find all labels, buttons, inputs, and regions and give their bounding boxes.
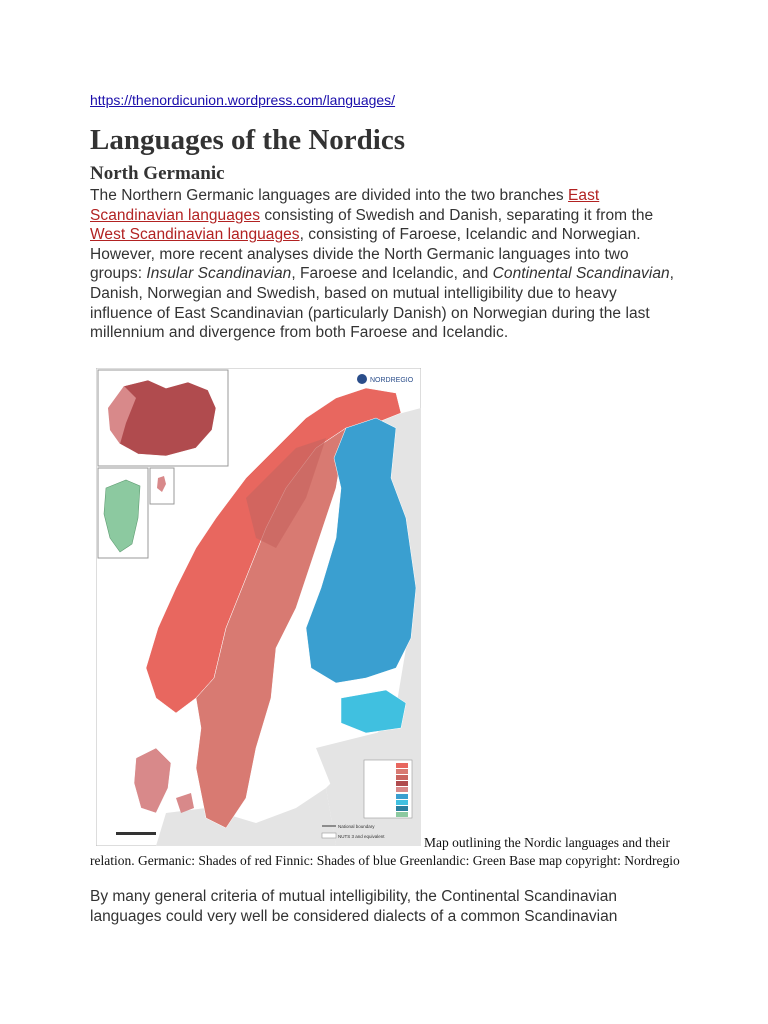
map-caption: Map outlining the Nordic languages and their relation. Germanic: Shades of red Finnic: Shades of blue Greenlandic: Green Base map copyright: Nordregio (90, 835, 680, 868)
nordregio-logo-icon (357, 374, 367, 384)
intro-text-3: , consisting of Faroese, Icelandic and Norwegian. However, more recent analyses divide the North Germanic languages into two groups: (90, 226, 641, 283)
insular-scandinavian-term: Insular Scandinavian (146, 265, 292, 283)
legend-national-boundary: National boundary (338, 824, 375, 829)
intro-text-4: , Faroese and Icelandic, and (291, 265, 493, 283)
legend-nuts3: NUTS 3 and equivalent (338, 834, 385, 839)
intro-paragraph (90, 186, 680, 343)
source-link[interactable]: https://thenordicunion.wordpress.com/languages/ (90, 92, 396, 108)
nordic-languages-map (96, 368, 421, 846)
intro-text-5: , Danish, Norwegian and Swedish, based on mutual intelligibility due to heavy influence of East Scandinavian (particularly Danish) on Norwegian during the last millennium and divergence from both Faroese and Icelandic. (90, 265, 675, 342)
nordregio-logo-text: NORDREGIO (370, 377, 414, 384)
continental-scandinavian-term: Continental Scandinavian (492, 265, 670, 283)
estonia-shape (341, 690, 406, 733)
map-legend (364, 760, 412, 818)
east-scandinavian-link[interactable]: East Scandinavian languages (90, 187, 600, 224)
continental-paragraph: By many general criteria of mutual intelligibility, the Continental Scandinavian languages could very well be considered dialects of a common Scandinavian (90, 888, 618, 925)
section-heading: North Germanic (90, 163, 225, 184)
west-scandinavian-link[interactable]: West Scandinavian languages (90, 226, 300, 244)
intro-text-1: The Northern Germanic languages are divided into the two branches (90, 187, 569, 204)
intro-text-2: consisting of Swedish and Danish, separating it from the (260, 206, 654, 224)
page-title: Languages of the Nordics (90, 124, 405, 156)
